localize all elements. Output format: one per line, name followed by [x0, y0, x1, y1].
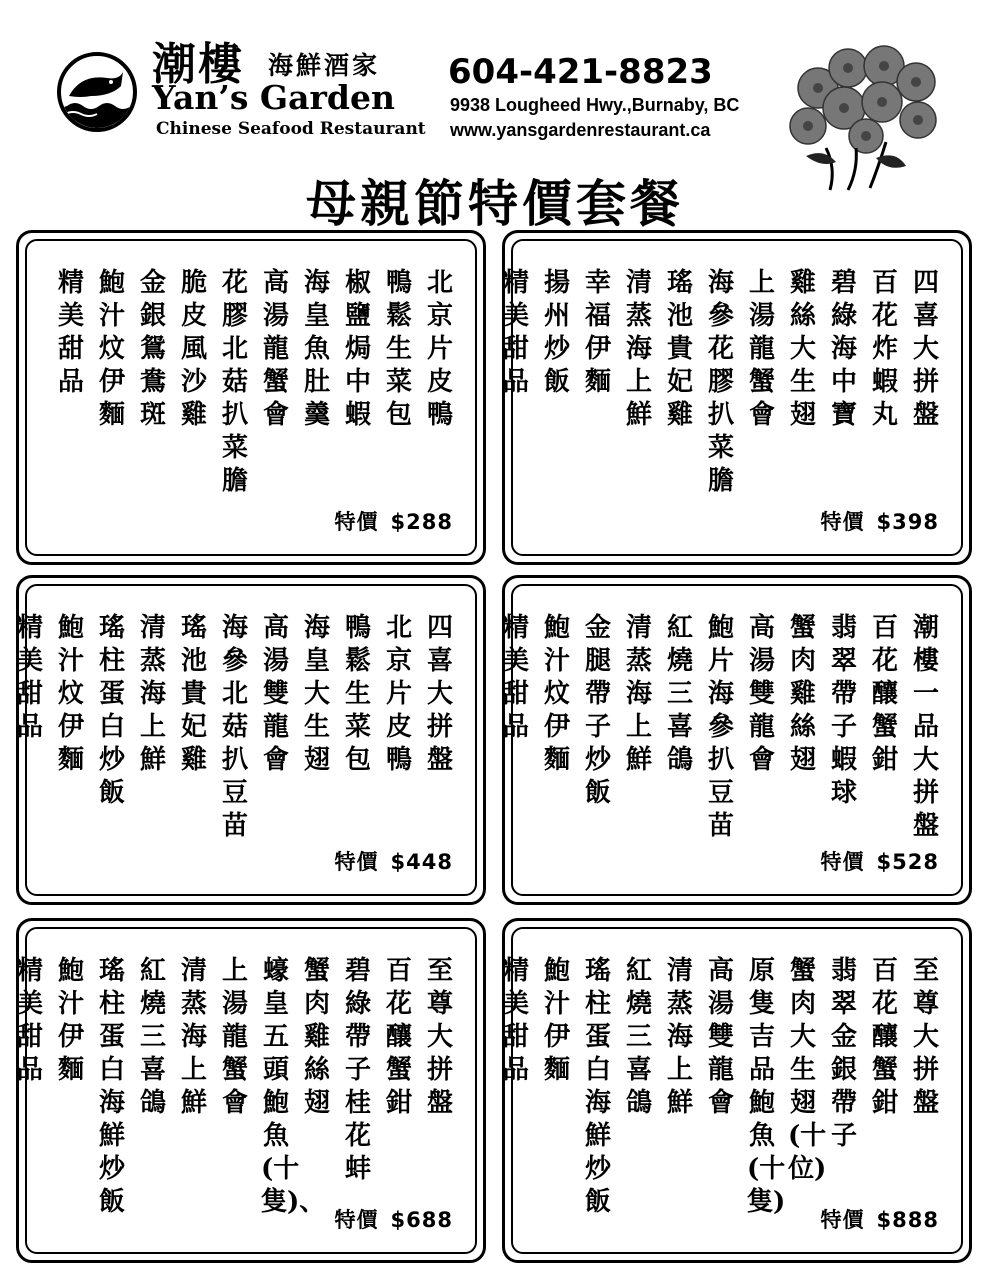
- price-value: $528: [876, 850, 939, 874]
- menu-item: 上湯龍蟹會: [221, 956, 248, 1118]
- menu-item: 百花炸蝦丸: [871, 268, 898, 430]
- menu-item: 雞絲大生翅: [789, 268, 816, 430]
- menu-item: 紅燒三喜鴿: [666, 613, 693, 775]
- restaurant-header: [0, 0, 990, 165]
- price-value: $688: [390, 1208, 453, 1232]
- menu-items: [501, 955, 941, 1219]
- price-label: 特價: [820, 510, 865, 534]
- menu-item: 瑤柱蛋白海鮮炒飯: [584, 956, 611, 1217]
- price-value: $398: [876, 510, 939, 534]
- menu-item: 北京片皮鴨: [385, 613, 412, 775]
- price-value: $888: [876, 1208, 939, 1232]
- menu-item: 四喜大拼盤: [912, 268, 939, 430]
- menu-items: [15, 612, 455, 843]
- menu-item: 至尊大拼盤: [426, 956, 453, 1118]
- price-label: 特價: [334, 510, 379, 534]
- menu-item: 四喜大拼盤: [426, 613, 453, 775]
- menu-item: 揚州炒飯: [543, 268, 570, 397]
- menu-item: 清蒸海上鮮: [625, 268, 652, 430]
- menu-item: 鴨鬆生菜包: [344, 613, 371, 775]
- menu-item: 高湯龍蟹會: [262, 268, 289, 430]
- price-value: $448: [390, 850, 453, 874]
- menu-item: 鮑汁炆伊麵: [98, 268, 125, 430]
- menu-item: 潮樓一品大拼盤: [912, 613, 939, 841]
- menu-item: 翡翠金銀帶子: [830, 956, 857, 1151]
- menu-item: 精美甜品: [502, 268, 529, 397]
- menu-item: 百花釀蟹鉗: [385, 956, 412, 1118]
- menu-set-448: [16, 575, 486, 905]
- menu-item: 花膠北菇扒菜膽: [221, 268, 248, 496]
- menu-item: 海皇魚肚羹: [303, 268, 330, 430]
- menu-item: 高湯雙龍會: [707, 956, 734, 1118]
- menu-set-688: [16, 918, 486, 1263]
- menu-item: 紅燒三喜鴿: [139, 956, 166, 1118]
- menu-item: 百花釀蟹鉗: [871, 613, 898, 775]
- menu-item: 鮑汁伊麵: [543, 956, 570, 1085]
- menu-item: 清蒸海上鮮: [666, 956, 693, 1118]
- restaurant-english-subtitle: Chinese Seafood Restaurant: [156, 119, 426, 139]
- menu-set-888: [502, 918, 972, 1263]
- menu-item: 海參花膠扒菜膽: [707, 268, 734, 496]
- menu-item: 精美甜品: [57, 268, 84, 397]
- menu-item: 清蒸海上鮮: [180, 956, 207, 1118]
- menu-item: 鴨鬆生菜包: [385, 268, 412, 430]
- menu-items: [56, 267, 455, 498]
- menu-item: 金銀鴛鴦斑: [139, 268, 166, 430]
- menu-item: 鮑汁炆伊麵: [57, 613, 84, 775]
- price-tag: [335, 506, 453, 536]
- menu-item: 碧綠海中寶: [830, 268, 857, 430]
- menu-item: 精美甜品: [16, 956, 43, 1085]
- menu-items: [501, 612, 941, 843]
- menu-item: 瑤池貴妃雞: [180, 613, 207, 775]
- menu-item: 鮑汁伊麵: [57, 956, 84, 1085]
- menu-item: 蟹肉雞絲翅: [789, 613, 816, 775]
- restaurant-chinese-subtitle: 海鮮酒家: [268, 51, 381, 80]
- price-tag: [821, 846, 939, 876]
- price-label: 特價: [820, 850, 865, 874]
- menu-item: 蠔皇五頭鮑魚(十隻)、: [261, 956, 326, 1217]
- menu-item: 精美甜品: [16, 613, 43, 742]
- menu-item: 鮑片海參扒豆苗: [707, 613, 734, 841]
- price-tag: [335, 846, 453, 876]
- menu-item: 高湯雙龍會: [748, 613, 775, 775]
- menu-item: 精美甜品: [502, 613, 529, 742]
- menu-item: 紅燒三喜鴿: [625, 956, 652, 1118]
- menu-item: 至尊大拼盤: [912, 956, 939, 1118]
- menu-item: 北京片皮鴨: [426, 268, 453, 430]
- menu-item: 海皇大生翅: [303, 613, 330, 775]
- menu-item: 百花釀蟹鉗: [871, 956, 898, 1118]
- menu-item: 蟹肉雞絲翅: [303, 956, 330, 1118]
- restaurant-chinese-name: 潮樓: [152, 39, 244, 90]
- price-value: $288: [390, 510, 453, 534]
- price-tag: [821, 1204, 939, 1234]
- phone-number[interactable]: 604-421-8823: [448, 52, 713, 92]
- menu-item: 金腿帶子炒飯: [584, 613, 611, 808]
- menu-set-398: [502, 230, 972, 565]
- menu-item: 高湯雙龍會: [262, 613, 289, 775]
- menu-item: 翡翠帶子蝦球: [830, 613, 857, 808]
- menu-item: 脆皮風沙雞: [180, 268, 207, 430]
- menu-item: 海參北菇扒豆苗: [221, 613, 248, 841]
- price-tag: [821, 506, 939, 536]
- menu-item: 幸福伊麵: [584, 268, 611, 397]
- menu-item: 清蒸海上鮮: [139, 613, 166, 775]
- page-title: 母親節特價套餐: [306, 174, 684, 233]
- menu-item: 瑤柱蛋白炒飯: [98, 613, 125, 808]
- menu-item: 精美甜品: [502, 956, 529, 1085]
- menu-item: 清蒸海上鮮: [625, 613, 652, 775]
- menu-item: 原隻吉品鮑魚(十隻): [747, 956, 786, 1217]
- menu-set-528: [502, 575, 972, 905]
- address: 9938 Lougheed Hwy.,Burnaby, BC: [450, 95, 740, 115]
- website-link[interactable]: www.yansgardenrestaurant.ca: [450, 120, 711, 140]
- price-label: 特價: [820, 1208, 865, 1232]
- menu-set-288: [16, 230, 486, 565]
- menu-item: 椒鹽焗中蝦: [344, 268, 371, 430]
- menu-item: 上湯龍蟹會: [748, 268, 775, 430]
- fish-logo-icon: [57, 52, 137, 132]
- restaurant-english-name: Yan’s Garden: [152, 78, 395, 117]
- menu-item: 蟹肉大生翅(十位): [788, 956, 827, 1184]
- price-tag: [335, 1204, 453, 1234]
- menu-item: 碧綠帶子桂花蚌: [344, 956, 371, 1184]
- price-label: 特價: [334, 850, 379, 874]
- menu-items: [501, 267, 941, 498]
- price-label: 特價: [334, 1208, 379, 1232]
- menu-items: [15, 955, 455, 1219]
- menu-item: 瑤柱蛋白海鮮炒飯: [98, 956, 125, 1217]
- menu-item: 瑤池貴妃雞: [666, 268, 693, 430]
- menu-item: 鮑汁炆伊麵: [543, 613, 570, 775]
